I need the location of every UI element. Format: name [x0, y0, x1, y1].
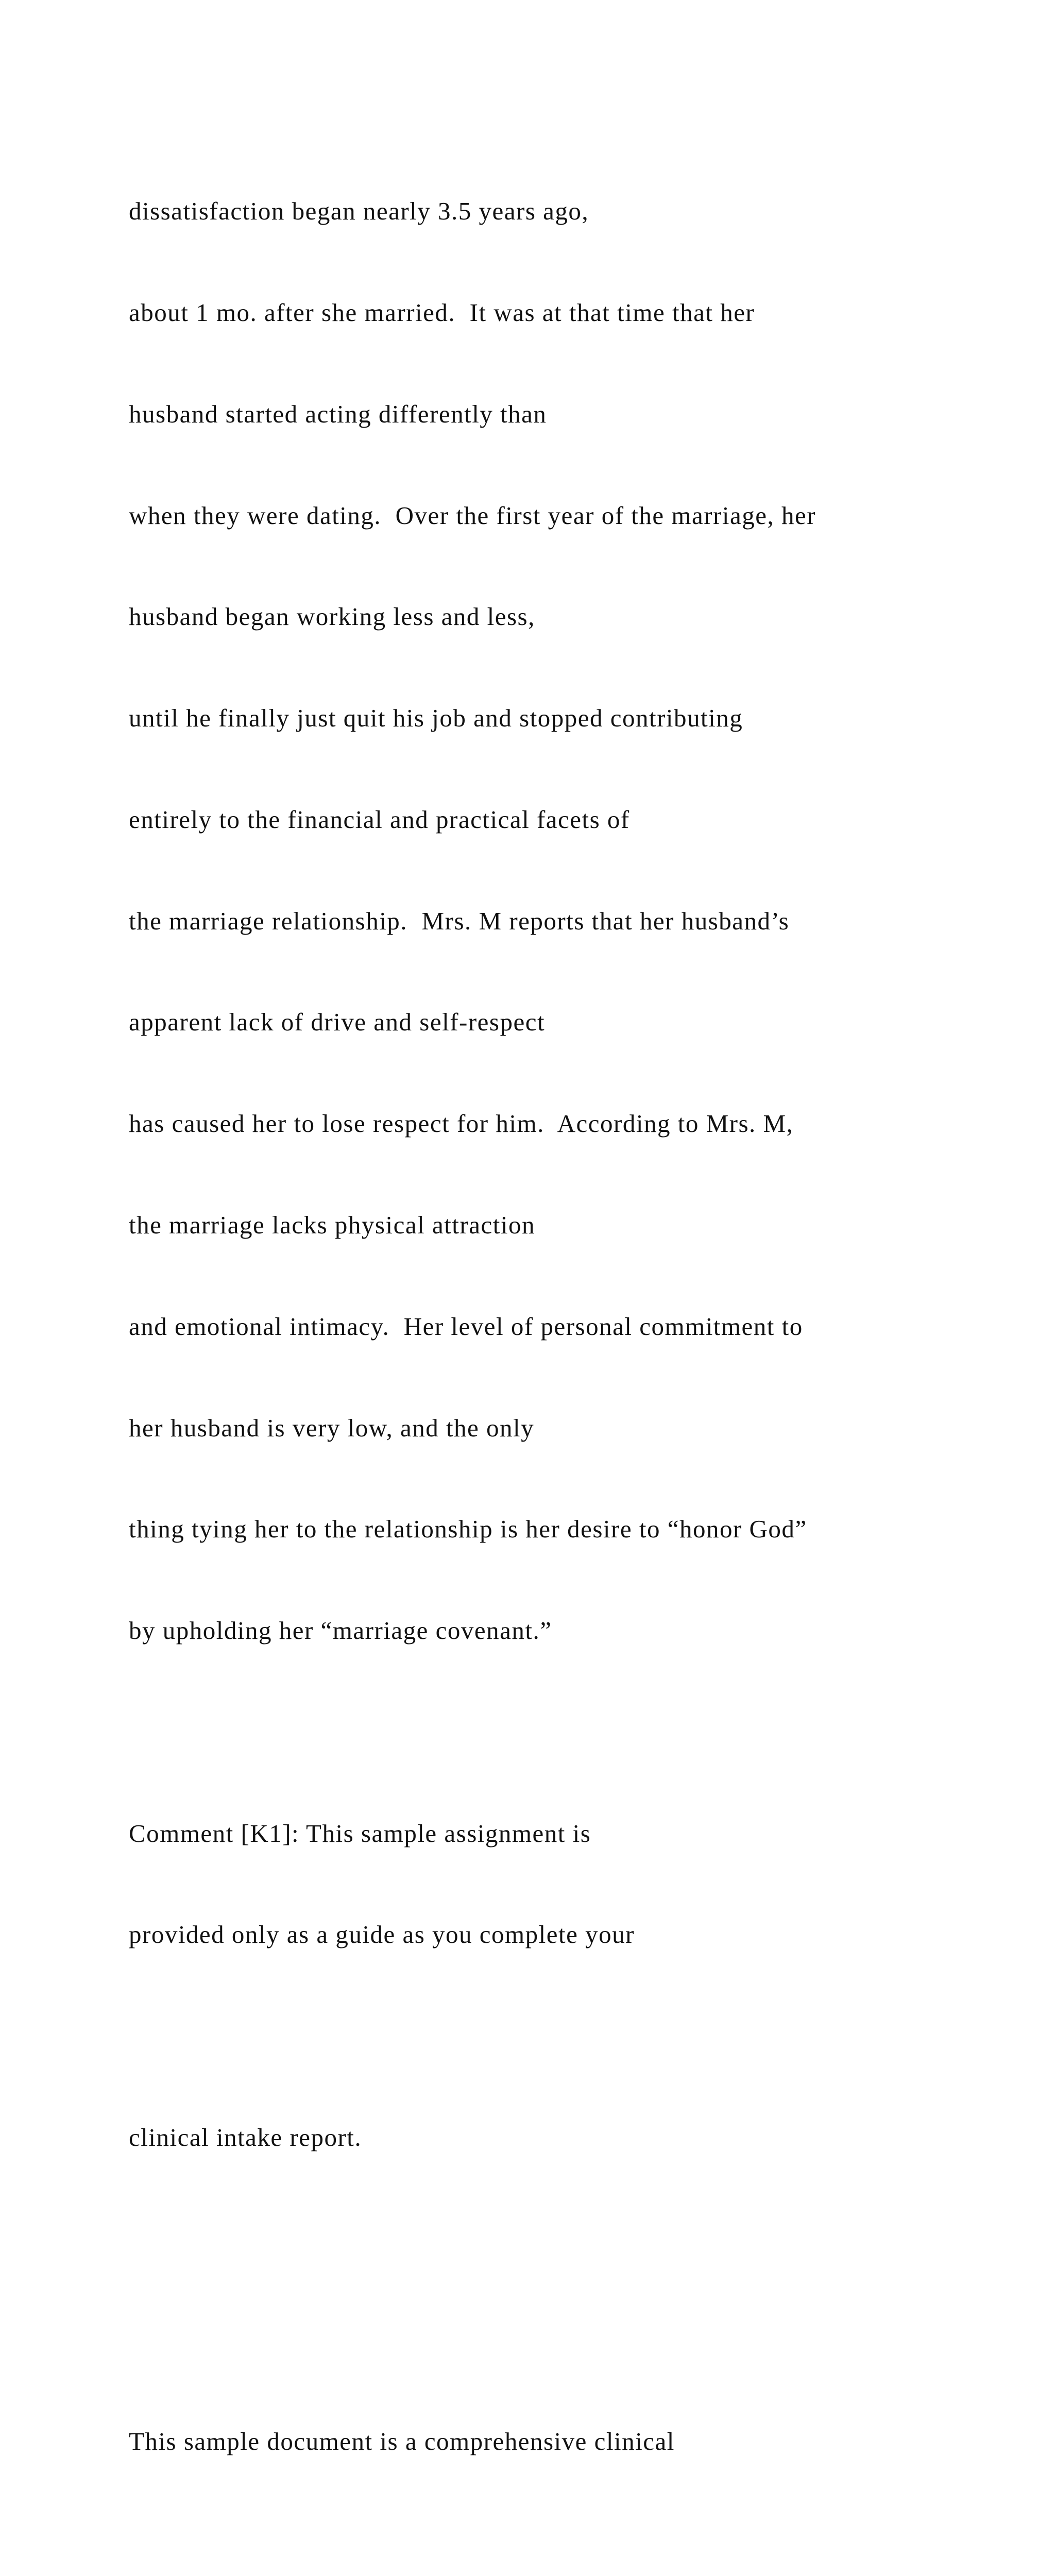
text-line: husband began working less and less, [129, 602, 535, 631]
comment-line: Comment [K1]: This sample assignment is [129, 1819, 591, 1848]
text-line: has caused her to lose respect for him. According to Mrs. M, [129, 1109, 794, 1138]
text-line: dissatisfaction began nearly 3.5 years ago, [129, 197, 589, 226]
blank-line [129, 2222, 816, 2256]
blank-line [129, 2526, 816, 2560]
blank-line [129, 2019, 816, 2053]
text-line: the marriage lacks physical attraction [129, 1211, 535, 1239]
comment-line: clinical intake report. [129, 2123, 362, 2152]
text-line: until he finally just quit his job and stopped contributing [129, 704, 743, 733]
text-line: the marriage relationship. Mrs. M reports that her husband’s [129, 906, 790, 935]
text-line: entirely to the financial and practical facets of [129, 805, 630, 834]
text-line: husband started acting differently than [129, 399, 547, 428]
comment-line: provided only as a guide as you complete your [129, 1920, 635, 1949]
text-line: her husband is very low, and the only [129, 1413, 535, 1442]
text-line: about 1 mo. after she married. It was at that time that her [129, 298, 755, 327]
text-line: apparent lack of drive and self-respect [129, 1008, 546, 1037]
document-text [129, 127, 816, 2576]
text-line: by upholding her “marriage covenant.” [129, 1616, 552, 1645]
comment-line: This sample document is a comprehensive clinical [129, 2427, 675, 2456]
blank-line [129, 2324, 816, 2358]
text-line: and emotional intimacy. Her level of personal commitment to [129, 1312, 803, 1341]
blank-line [129, 1715, 816, 1749]
text-line: thing tying her to the relationship is her desire to “honor God” [129, 1515, 807, 1544]
text-line: when they were dating. Over the first year of the marriage, her [129, 501, 816, 530]
